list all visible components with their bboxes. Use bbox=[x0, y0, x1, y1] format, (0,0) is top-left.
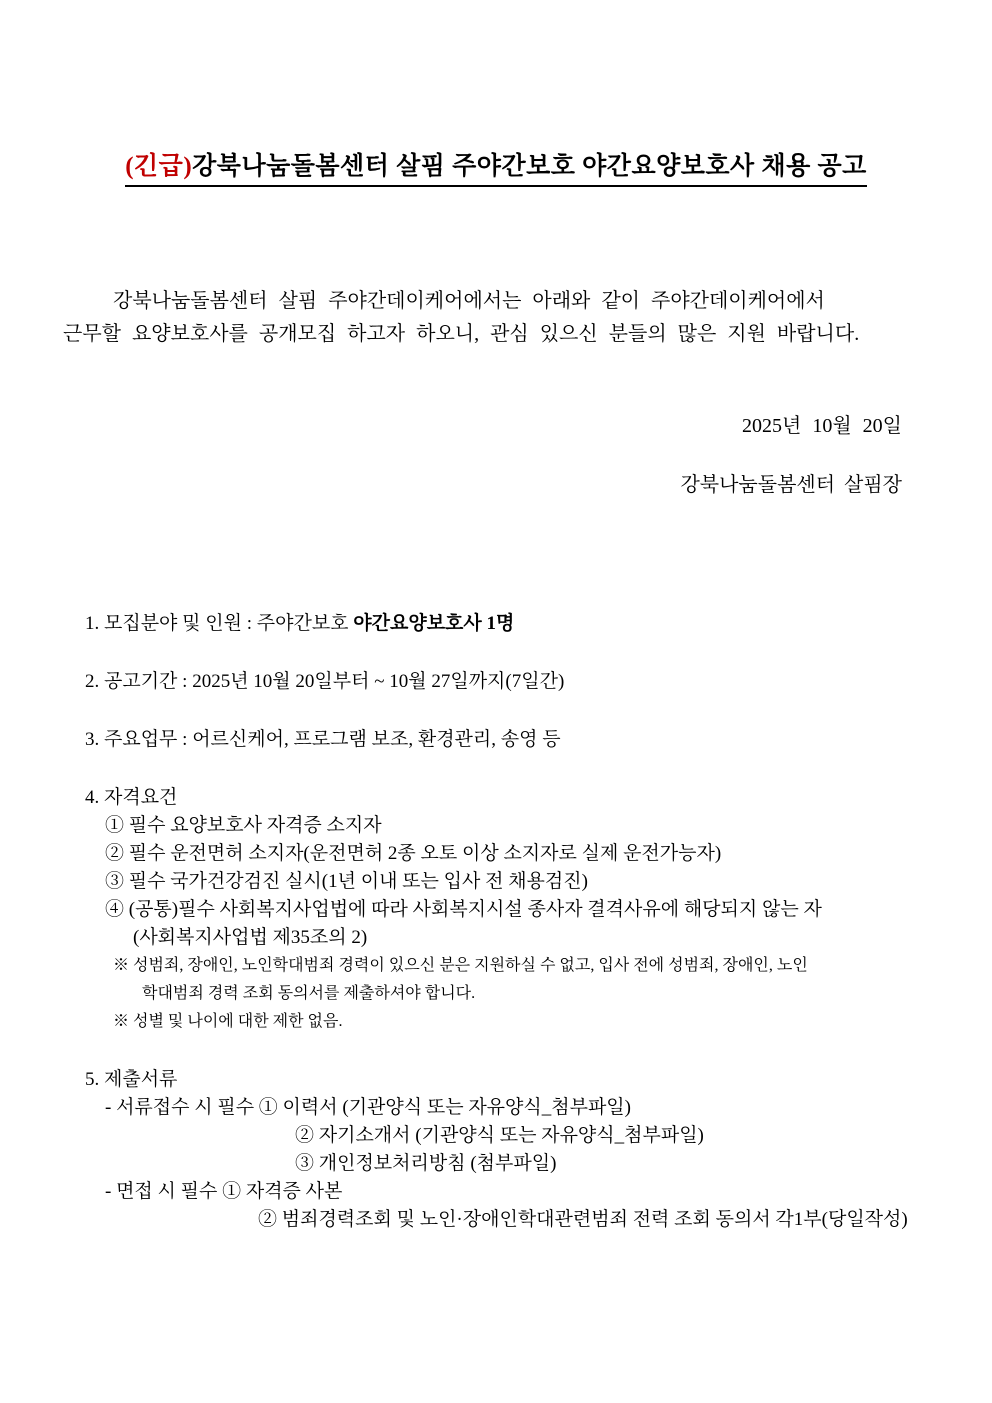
document-line bbox=[0, 1008, 992, 1036]
document-line bbox=[0, 668, 992, 696]
text-segment: 야간요양보호사 1명 bbox=[353, 613, 515, 634]
urgent-label: (긴급) bbox=[125, 153, 193, 180]
text-segment: ③ 개인정보처리방침 (첨부파일) bbox=[295, 1153, 557, 1174]
document-line bbox=[0, 1178, 992, 1206]
document-line bbox=[0, 784, 992, 812]
text-segment: ③ 필수 국가건강검진 실시(1년 이내 또는 입사 전 채용검진) bbox=[105, 871, 588, 892]
text-segment: ④ (공통)필수 사회복지사업법에 따라 사회복지시설 종사자 결격사유에 해당되지 않는 자 bbox=[105, 899, 822, 920]
text-segment: 3. 주요업무 : 어르신케어, 프로그램 보조, 환경관리, 송영 등 bbox=[85, 729, 561, 750]
document-line bbox=[0, 1150, 992, 1178]
document-line bbox=[0, 1066, 992, 1094]
intro-paragraph bbox=[0, 285, 992, 351]
document-line bbox=[0, 812, 992, 840]
document-line bbox=[0, 726, 992, 754]
document-line bbox=[0, 868, 992, 896]
intro-line: 근무할 요양보호사를 공개모집 하고자 하오니, 관심 있으신 분들의 많은 지원 바랍니다. bbox=[63, 323, 860, 345]
text-segment: 5. 제출서류 bbox=[85, 1069, 178, 1090]
page-title bbox=[0, 0, 992, 187]
document-section bbox=[0, 668, 992, 696]
text-segment: ② 필수 운전면허 소지자(운전면허 2종 오토 이상 소지자로 실제 운전가능자) bbox=[105, 843, 722, 864]
text-segment: - 서류접수 시 필수 ① 이력서 (기관양식 또는 자유양식_첨부파일) bbox=[105, 1097, 631, 1118]
text-segment: 4. 자격요건 bbox=[85, 787, 178, 808]
document-line bbox=[0, 980, 992, 1008]
document-line bbox=[0, 896, 992, 924]
text-segment: ① 필수 요양보호사 자격증 소지자 bbox=[105, 815, 382, 836]
document-line bbox=[0, 840, 992, 868]
text-segment: 1. 모집분야 및 인원 : 주야간보호 bbox=[85, 613, 354, 634]
document-section bbox=[0, 610, 992, 638]
text-segment: ② 범죄경력조회 및 노인·장애인학대관련범죄 전력 조회 동의서 각1부(당일작성) bbox=[258, 1209, 908, 1230]
document-line bbox=[0, 1122, 992, 1150]
notice-date: 2025년 10월 20일 bbox=[742, 415, 902, 437]
text-segment: ※ 성범죄, 장애인, 노인학대범죄 경력이 있으신 분은 지원하실 수 없고, 입사 전에 성범죄, 장애인, 노인 bbox=[113, 957, 808, 974]
text-segment: 학대범죄 경력 조회 동의서를 제출하셔야 합니다. bbox=[142, 985, 476, 1002]
body-sections bbox=[0, 610, 992, 1234]
text-segment: (사회복지사업법 제35조의 2) bbox=[133, 927, 368, 948]
document-line bbox=[0, 1206, 992, 1234]
page-title-underline bbox=[125, 146, 867, 187]
text-segment: - 면접 시 필수 ① 자격증 사본 bbox=[105, 1181, 343, 1202]
document-line bbox=[0, 952, 992, 980]
document-line bbox=[0, 924, 992, 952]
document-section bbox=[0, 726, 992, 754]
document-line bbox=[0, 1094, 992, 1122]
page-title-text: 강북나눔돌봄센터 살핌 주야간보호 야간요양보호사 채용 공고 bbox=[192, 153, 867, 180]
signature: 강북나눔돌봄센터 살핌장 bbox=[680, 474, 902, 496]
document-line bbox=[0, 610, 992, 638]
document-section bbox=[0, 1066, 992, 1234]
text-segment: ※ 성별 및 나이에 대한 제한 없음. bbox=[113, 1013, 343, 1030]
document-section bbox=[0, 784, 992, 1036]
text-segment: ② 자기소개서 (기관양식 또는 자유양식_첨부파일) bbox=[295, 1125, 704, 1146]
intro-line: 강북나눔돌봄센터 살핌 주야간데이케어에서는 아래와 같이 주야간데이케어에서 bbox=[113, 290, 825, 312]
text-segment: 2. 공고기간 : 2025년 10월 20일부터 ~ 10월 27일까지(7일간) bbox=[85, 671, 565, 692]
